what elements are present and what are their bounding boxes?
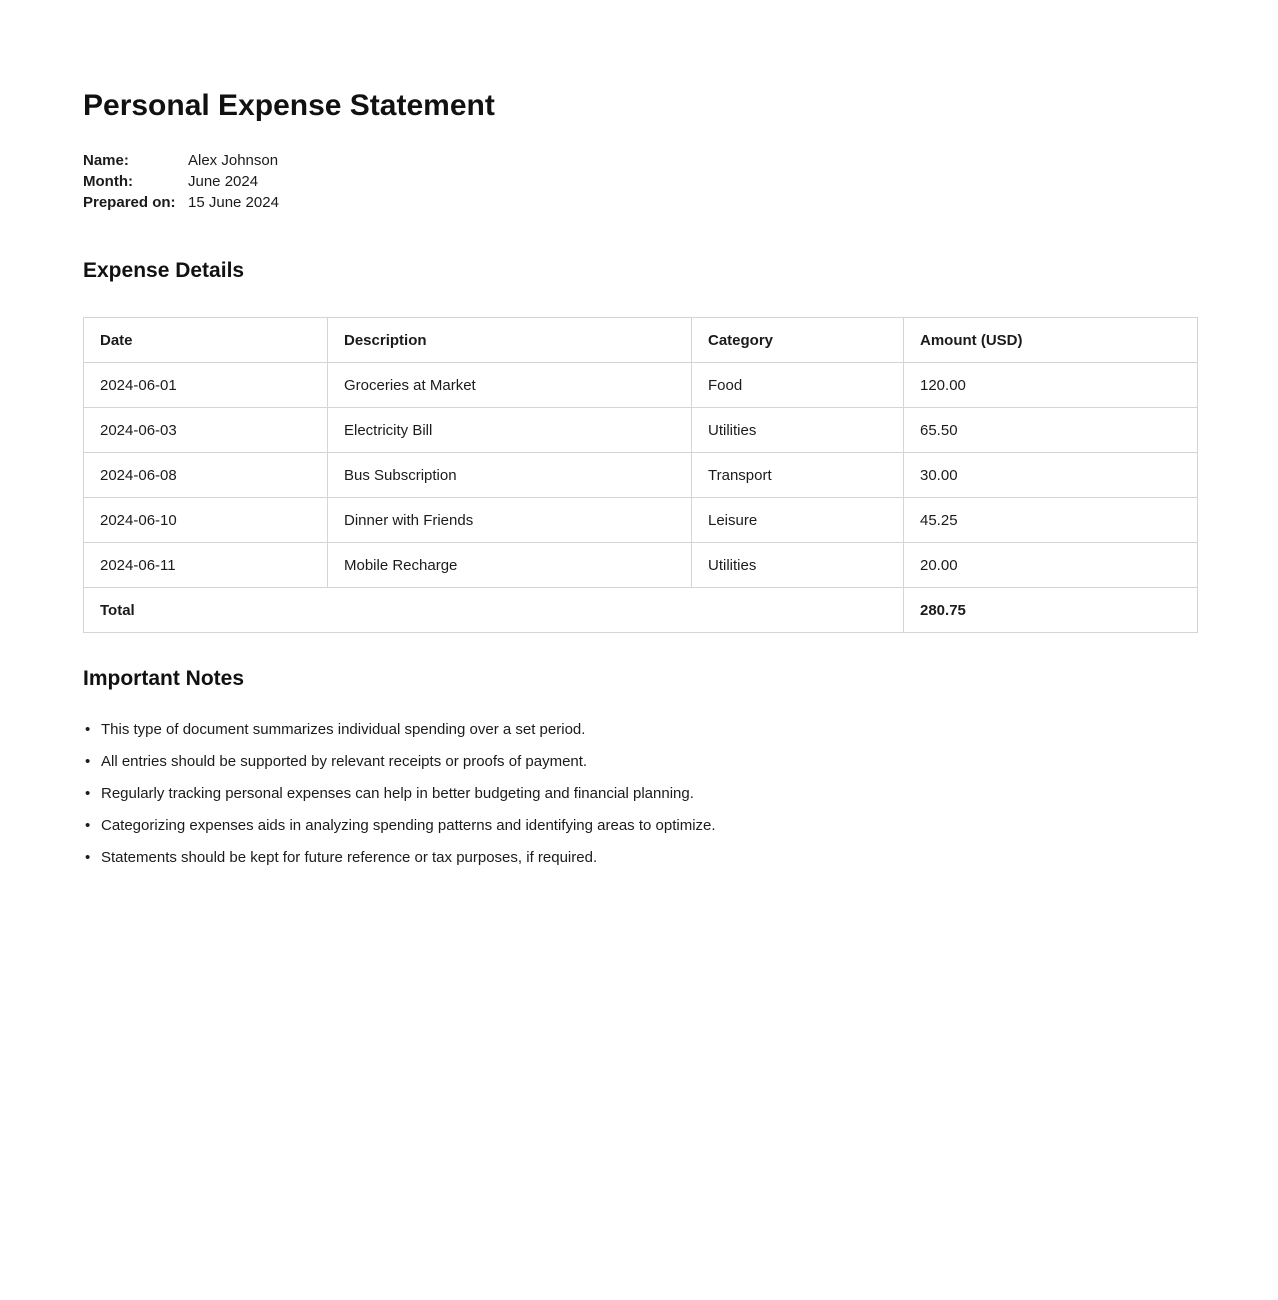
note-text: Categorizing expenses aids in analyzing spending patterns and identifying areas to optimize.: [101, 817, 716, 834]
meta-row-month: [83, 171, 1196, 192]
column-header-amount: Amount (USD): [904, 318, 1198, 363]
table-header-row: [84, 318, 1198, 363]
bullet-icon: •: [85, 753, 91, 770]
cell-description: Electricity Bill: [328, 408, 692, 453]
cell-category: Leisure: [692, 498, 904, 543]
cell-amount: 120.00: [904, 363, 1198, 408]
cell-category: Transport: [692, 453, 904, 498]
cell-description: Mobile Recharge: [328, 543, 692, 588]
note-text: All entries should be supported by relevant receipts or proofs of payment.: [101, 753, 588, 770]
notes-list: [83, 720, 1196, 868]
meta-value-prepared-on: 15 June 2024: [188, 194, 279, 211]
cell-date: 2024-06-03: [84, 408, 328, 453]
note-item: [83, 720, 1196, 740]
cell-date: 2024-06-01: [84, 363, 328, 408]
cell-date: 2024-06-10: [84, 498, 328, 543]
column-header-description: Description: [328, 318, 692, 363]
table-row: [84, 543, 1198, 588]
note-text: Statements should be kept for future reference or tax purposes, if required.: [101, 849, 598, 866]
section-heading-expense-details: Expense Details: [83, 259, 245, 282]
cell-category: Utilities: [692, 543, 904, 588]
cell-amount: 45.25: [904, 498, 1198, 543]
note-item: [83, 848, 1196, 868]
meta-label-prepared-on: Prepared on:: [83, 194, 176, 211]
total-amount: 280.75: [904, 588, 1198, 633]
cell-description: Dinner with Friends: [328, 498, 692, 543]
expense-table: [83, 317, 1198, 633]
column-header-date: Date: [84, 318, 328, 363]
bullet-icon: •: [85, 849, 91, 866]
bullet-icon: •: [85, 817, 91, 834]
meta-value-month: June 2024: [188, 173, 259, 190]
cell-description: Bus Subscription: [328, 453, 692, 498]
note-text: This type of document summarizes individual spending over a set period.: [101, 721, 586, 738]
table-row: [84, 498, 1198, 543]
cell-category: Utilities: [692, 408, 904, 453]
meta-row-name: [83, 150, 1196, 171]
note-item: [83, 784, 1196, 804]
note-text: Regularly tracking personal expenses can help in better budgeting and financial planning.: [101, 785, 694, 802]
page-title: Personal Expense Statement: [83, 89, 495, 122]
table-row: [84, 408, 1198, 453]
meta-block: [83, 150, 1196, 213]
bullet-icon: •: [85, 721, 91, 738]
cell-date: 2024-06-11: [84, 543, 328, 588]
meta-row-prepared-on: [83, 192, 1196, 213]
total-label: Total: [84, 588, 904, 633]
cell-amount: 20.00: [904, 543, 1198, 588]
cell-description: Groceries at Market: [328, 363, 692, 408]
cell-amount: 30.00: [904, 453, 1198, 498]
cell-date: 2024-06-08: [84, 453, 328, 498]
meta-label-name: Name:: [83, 152, 129, 169]
column-header-category: Category: [692, 318, 904, 363]
bullet-icon: •: [85, 785, 91, 802]
cell-amount: 65.50: [904, 408, 1198, 453]
table-row: [84, 453, 1198, 498]
table-row: [84, 363, 1198, 408]
note-item: [83, 752, 1196, 772]
note-item: [83, 816, 1196, 836]
meta-value-name: Alex Johnson: [188, 152, 279, 169]
cell-category: Food: [692, 363, 904, 408]
section-heading-important-notes: Important Notes: [83, 667, 245, 690]
table-total-row: [84, 588, 1198, 633]
meta-label-month: Month:: [83, 173, 133, 190]
